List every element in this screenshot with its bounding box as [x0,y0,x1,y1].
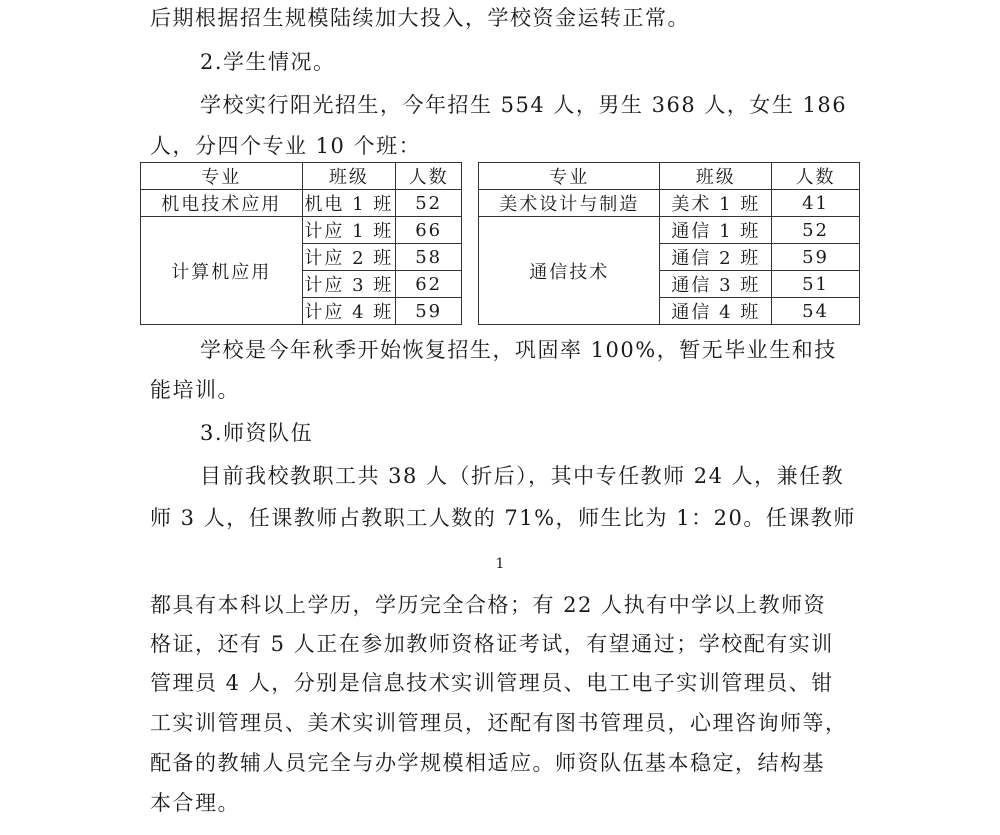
paragraph-line: 后期根据招生规模陆续加大投入，学校资金运转正常。 [150,6,690,30]
class-cell: 计应 3 班 [302,271,396,298]
count-cell: 66 [396,217,462,244]
header-cell: 人数 [396,163,462,190]
table-gap [462,163,479,325]
count-cell: 54 [772,298,860,325]
class-cell: 计应 1 班 [302,217,396,244]
paragraph-line: 管理员 4 人，分别是信息技术实训管理员、电工电子实训管理员、钳 [150,671,834,695]
class-cell: 美术 1 班 [660,190,772,217]
paragraph-line: 能培训。 [150,378,240,402]
page-number: 1 [495,556,505,572]
count-cell: 59 [396,298,462,325]
table-header-row [141,163,860,190]
paragraph-line: 都具有本科以上学历，学历完全合格；有 22 人执有中学以上教师资 [150,593,827,617]
paragraph-line: 师 3 人，任课教师占教职工人数的 71%，师生比为 1：20。任课教师 [150,506,856,530]
count-cell: 52 [396,190,462,217]
paragraph-line: 工实训管理员、美术实训管理员，还配有图书管理员，心理咨询师等， [150,711,848,735]
count-cell: 62 [396,271,462,298]
header-cell: 班级 [660,163,772,190]
paragraph-line: 格证，还有 5 人正在参加教师资格证考试，有望通过；学校配有实训 [150,632,834,656]
class-cell: 通信 4 班 [660,298,772,325]
class-cell: 通信 2 班 [660,244,772,271]
paragraph-line: 人，分四个专业 10 个班： [150,134,422,158]
count-cell: 41 [772,190,860,217]
header-cell: 专业 [479,163,660,190]
paragraph-line: 学校实行阳光招生，今年招生 554 人，男生 368 人，女生 186 [200,93,848,117]
count-cell: 51 [772,271,860,298]
paragraph-line: 学校是今年秋季开始恢复招生，巩固率 100%，暂无毕业生和技 [200,338,837,362]
section-heading-teachers: 3.师资队伍 [200,421,314,445]
section-heading-students: 2.学生情况。 [200,50,336,74]
count-cell: 59 [772,244,860,271]
header-cell: 专业 [141,163,303,190]
paragraph-line: 本合理。 [150,791,240,815]
class-cell: 计应 4 班 [302,298,396,325]
count-cell: 52 [772,217,860,244]
header-cell: 人数 [772,163,860,190]
major-cell: 通信技术 [479,217,660,325]
major-cell: 美术设计与制造 [479,190,660,217]
class-cell: 通信 1 班 [660,217,772,244]
major-cell: 计算机应用 [141,217,303,325]
class-cell: 通信 3 班 [660,271,772,298]
paragraph-line: 目前我校教职工共 38 人（折后），其中专任教师 24 人，兼任教 [200,464,845,488]
table-row [141,190,860,217]
paragraph-line: 配备的教辅人员完全与办学规模相适应。师资队伍基本稳定，结构基 [150,751,825,775]
major-cell: 机电技术应用 [141,190,303,217]
table-row [141,217,860,244]
class-cell: 计应 2 班 [302,244,396,271]
class-cell: 机电 1 班 [302,190,396,217]
count-cell: 58 [396,244,462,271]
header-cell: 班级 [302,163,396,190]
enrollment-table [140,162,860,325]
